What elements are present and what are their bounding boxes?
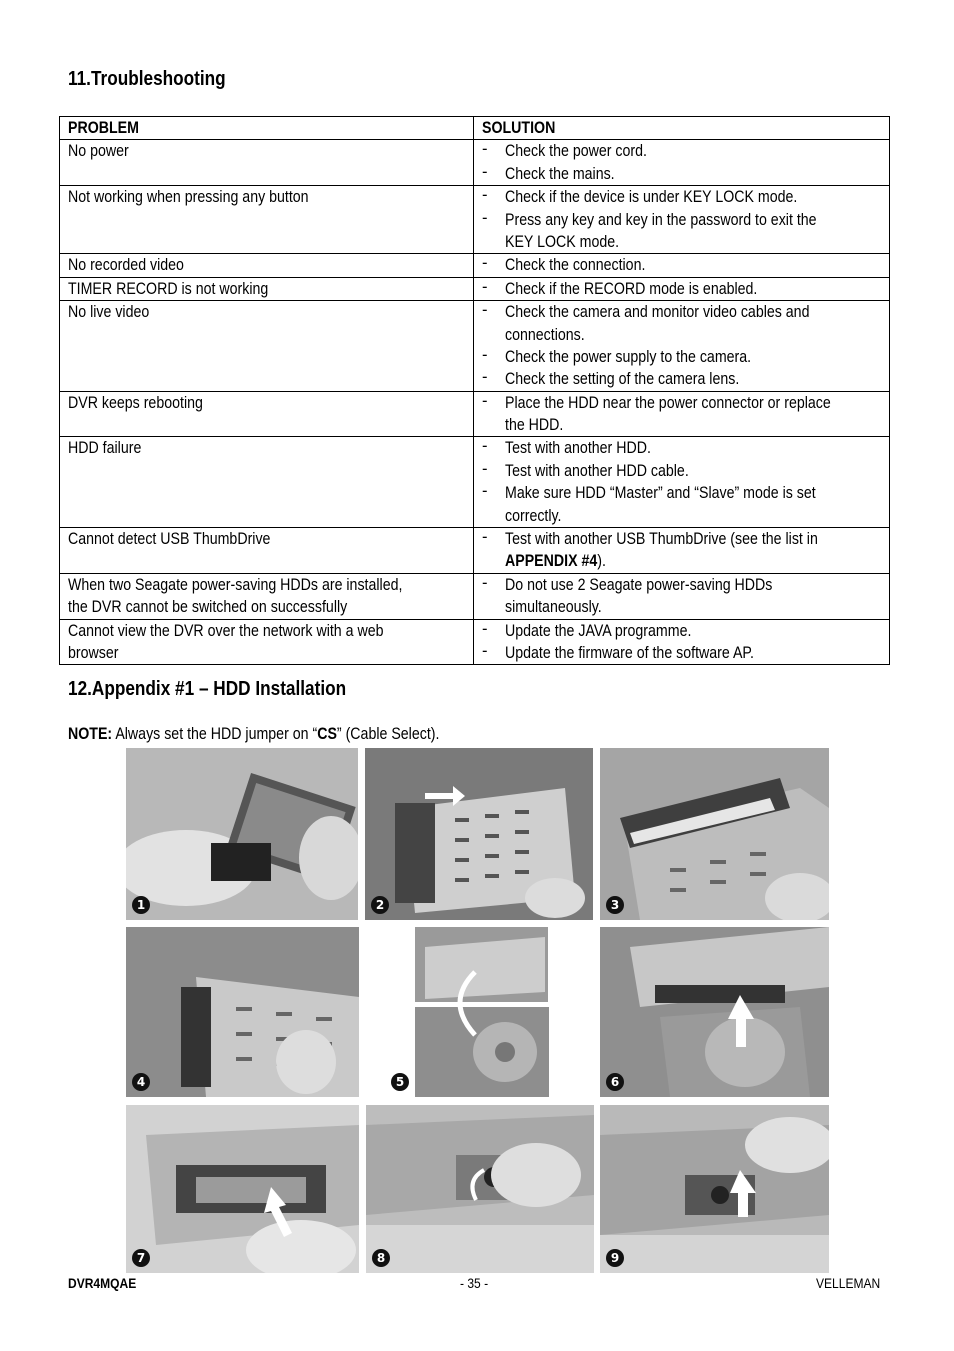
table-row [60,254,890,277]
step-number: 3 [606,896,624,914]
problem-text: Cannot view the DVR over the network with a web [68,621,384,640]
step-photo-4 [126,927,359,1097]
tray-screw-photo-icon [126,927,359,1097]
bullet-dash: - [482,528,488,547]
table-row [60,573,890,619]
problem-text: browser [68,643,119,662]
solution-text: Test with another USB ThumbDrive (see the list in [505,530,818,549]
solution-item [482,209,881,254]
solution-item [482,278,881,300]
solution-cell [474,619,890,665]
solution-text: Test with another HDD. [505,439,651,458]
bullet-dash: - [482,208,488,227]
push-tray-photo-icon [126,1105,359,1273]
solution-item [482,368,881,390]
problem-text: Cannot detect USB ThumbDrive [68,530,271,549]
solution-cell [474,528,890,574]
problem-cell [60,301,474,392]
problem-cell [60,619,474,665]
table-row [60,140,890,186]
bullet-dash: - [482,459,488,478]
hdd-bracket-photo-icon [126,748,358,920]
table-header-row [60,117,890,140]
note-text-post: ” (Cable Select). [336,725,440,743]
solution-cell [474,573,890,619]
solution-text: Check the power supply to the camera. [505,347,752,366]
solution-item [482,301,881,346]
solution-item [482,186,881,208]
bullet-dash: - [482,301,488,320]
bullet-dash: - [482,186,488,205]
problem-cell [60,391,474,437]
solution-item [482,392,881,437]
solution-text: Test with another HDD cable. [505,461,689,480]
solution-item [482,254,881,276]
step-photo-1 [126,748,358,920]
solution-text: Update the JAVA programme. [505,621,692,640]
solution-cell [474,437,890,528]
problem-text: No power [68,142,129,161]
solution-item [482,528,881,573]
bullet-dash: - [482,619,488,638]
step-number: 4 [132,1073,150,1091]
section-title-troubleshooting: 11.Troubleshooting [68,68,226,90]
step-number: 9 [606,1249,624,1267]
turn-lock-photo-icon [366,1105,594,1273]
solution-item [482,163,881,185]
bullet-dash: - [482,573,488,592]
bullet-dash: - [482,437,488,456]
solution-item [482,642,881,664]
step-photo-8 [366,1105,594,1273]
step-photo-6 [600,927,829,1097]
solution-item [482,460,881,482]
solution-item [482,620,881,642]
hdd-in-tray-photo-icon [600,748,829,920]
table-row [60,277,890,300]
header-problem: PROBLEM [60,117,474,140]
problem-cell [60,277,474,300]
solution-cell [474,301,890,392]
solution-cell [474,391,890,437]
solution-text: correctly. [505,506,562,525]
solution-text: KEY LOCK mode. [505,232,620,251]
insert-tray-photo-icon [600,927,829,1097]
step-number: 2 [371,896,389,914]
solution-item [482,437,881,459]
solution-text: APPENDIX #4). [505,552,606,571]
problem-cell [60,573,474,619]
solution-text: Make sure HDD “Master” and “Slave” mode is set [505,484,816,503]
problem-text: HDD failure [68,439,142,458]
table-row [60,619,890,665]
problem-cell [60,437,474,528]
solution-text: simultaneously. [505,598,602,617]
solution-item [482,574,881,619]
solution-text: Place the HDD near the power connector or replace [505,393,831,412]
problem-text: DVR keeps rebooting [68,393,203,412]
solution-text: Press any key and key in the password to exit the [505,210,817,229]
table-row [60,528,890,574]
bullet-dash: - [482,368,488,387]
step-number: 5 [391,1073,409,1091]
step-number: 1 [132,896,150,914]
problem-cell [60,528,474,574]
step-photo-9 [600,1105,829,1273]
bullet-dash: - [482,641,488,660]
problem-text: No recorded video [68,256,184,275]
bullet-dash: - [482,162,488,181]
problem-text: Not working when pressing any button [68,188,309,207]
solution-cell [474,140,890,186]
close-cover-photo-icon [600,1105,829,1273]
step-number: 7 [132,1249,150,1267]
bullet-dash: - [482,277,488,296]
step-photo-5 [365,927,593,1097]
solution-text: Update the firmware of the software AP. [505,643,754,662]
step-photo-7 [126,1105,359,1273]
section-title-appendix: 12.Appendix #1 – HDD Installation [68,678,347,700]
footer-model: DVR4MQAE [68,1275,137,1291]
solution-item [482,346,881,368]
solution-text: connections. [505,325,585,344]
note-label: NOTE: [68,725,113,743]
solution-cell [474,254,890,277]
problem-cell [60,186,474,254]
solution-text: Check the connection. [505,256,646,275]
bullet-dash: - [482,345,488,364]
solution-text: Check the camera and monitor video cables and [505,303,810,322]
solution-text: Check the setting of the camera lens. [505,370,740,389]
problem-text: No live video [68,303,150,322]
table-row [60,186,890,254]
solution-text: the HDD. [505,416,564,435]
solution-item [482,140,881,162]
step-photo-3 [600,748,829,920]
footer-brand: VELLEMAN [816,1275,881,1291]
solution-text: Check if the device is under KEY LOCK mode. [505,188,798,207]
step-number: 8 [372,1249,390,1267]
solution-cell [474,186,890,254]
table-row [60,391,890,437]
bullet-dash: - [482,254,488,273]
table-row [60,301,890,392]
bullet-dash: - [482,140,488,159]
footer-page-number: - 35 - [460,1275,489,1291]
solution-text: Check if the RECORD mode is enabled. [505,279,758,298]
troubleshooting-table [59,116,890,665]
header-solution: SOLUTION [474,117,890,140]
problem-cell [60,140,474,186]
bullet-dash: - [482,482,488,501]
problem-cell [60,254,474,277]
bullet-dash: - [482,391,488,410]
tray-flip-photo-icon [365,927,593,1097]
step-photo-2 [365,748,593,920]
hdd-tray-slide-photo-icon [365,748,593,920]
solution-cell [474,277,890,300]
solution-item [482,482,881,527]
note-cs: CS [317,725,337,743]
hdd-note [68,725,500,744]
problem-text: When two Seagate power-saving HDDs are installed, [68,575,403,594]
solution-text: Check the power cord. [505,142,647,161]
solution-text: Do not use 2 Seagate power-saving HDDs [505,575,773,594]
table-row [60,437,890,528]
step-number: 6 [606,1073,624,1091]
problem-text: TIMER RECORD is not working [68,279,269,298]
note-text-pre: Always set the HDD jumper on “ [112,725,318,743]
problem-text: the DVR cannot be switched on successfully [68,598,348,617]
solution-text: Check the mains. [505,164,615,183]
